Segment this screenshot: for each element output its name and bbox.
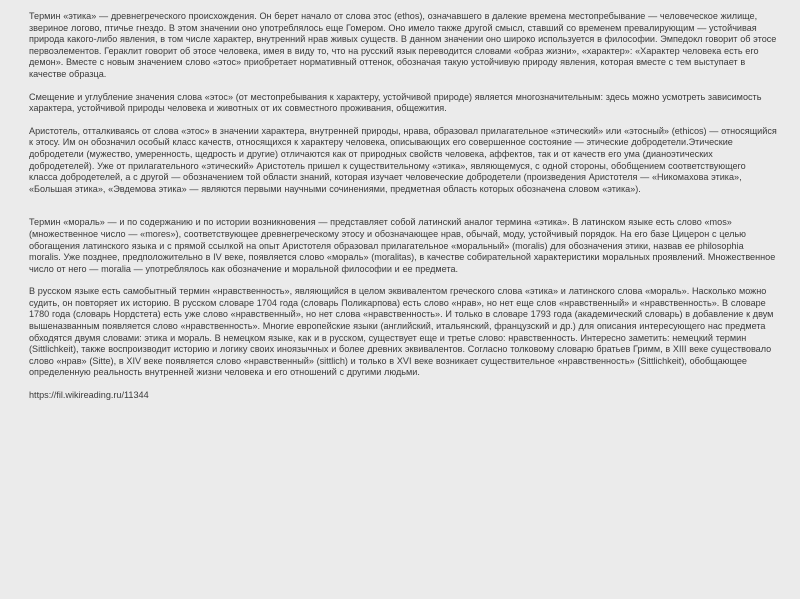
paragraph-nravstvennost: В русском языке есть самобытный термин «нравственность», являющийся в целом эквивалентом греческого слова «этика» и латинского слова «мораль». Насколько можно судить, он повторяет их историю. В русском словаре 1704 года (словарь Поликарпова) есть слово «нрав», но нет еще слов «нравственный» и «нравственность». В словаре 1780 года (словарь Нордстета) есть уже слово «нравственный», но нет слова «нравственность». И только в словаре 1793 года (академический словарь) в добавление к двум вышеназванным появляется слово «нравственность». Многие европейские языки (английский, итальянский, французский и др.) для описания интересующего нас предмета обходятся двумя словами: этика и мораль. В немецком языке, как и в русском, существует еще и третье слово: нравственность. Интересно заметить: немецкий термин (Sittlichkeit), также воспроизводит историю и логику своих иноязычных и более древних эквивалентов. Согласно толковому словарю братьев Гримм, в XIII веке существовало слово «нрав» (Sitte), в XIV веке появляется слово «нравственный» (sittlich) и только в XVI веке возникает существительное «нравственность» (Sittlichkeit), обобщающее определенную реальность внутренней жизни человека и его отношений с другими людьми. [29, 286, 774, 378]
document-body [29, 11, 777, 402]
paragraph-aristotle: Аристотель, отталкиваясь от слова «этос» в значении характера, внутренней природы, нрава, образовал прилагательное «этический» или «этосный» (ethicos) — относящийся к этосу. Им он обозначил особый класс качеств, относящихся к характеру человека, описывающих его совершенное состояние — этические добродетели.Этические добродетели (мужество, умеренность, щедрость и другие) отличаются как от природных свойств человека, аффектов, так и от качеств его ума (дианоэтических добродетелей). Уже от прилагательного «этический» Аристотель пришел к существительному «этика», являющемуся, с одной стороны, обобщением соответствующего класса добродетелей, а с другой — обозначением той области знаний, которая изучает человеческие добродетели (произведения Аристотеля — «Никомахова этика», «Большая этика», «Эвдемова этика» — являются первыми научными сочинениями, предметная область которых обозначена словом «этика»). [29, 125, 777, 194]
paragraph-meaning-shift: Смещение и углубление значения слова «этос» (от местопребывания к характеру, устойчивой природе) является многозначительным: здесь можно усмотреть зависимость характера, устойчивой природы человека и животных от их совместного проживания, общежития. [29, 91, 762, 114]
paragraph-ethics-origin: Термин «этика» — древнегреческого происхождения. Он берет начало от слова этос (ethos), означавшего в далекие времена местопребывание — человеческое жилище, звериное логово, птичье гнездо. В этом значении оно употреблялось еще Гомером. Оно имело также другой смысл, ставший со временем превалирующим — устойчивая природа какого-либо явления, в том числе характер, внутренний нрав живых существ. В данном значении оно широко используется в философии. Эмпедокл говорит об этосе первоэлементов. Гераклит говорит об этосе человека, имея в виду то, что на русский язык переводится словами «образ жизни», «характер»: «Характер человека есть его демон». Вместе с новым значением слово «этос» приобретает нормативный оттенок, обозначая такую устойчивую природу явления, которая вместе с тем выступает в качестве образца. [29, 11, 777, 79]
source-link[interactable]: https://fil.wikireading.ru/11344 [29, 390, 149, 401]
paragraph-morality: Термин «мораль» — и по содержанию и по истории возникновения — представляет собой латинский аналог термина «этика». В латинском языке есть слово «mos» (множественное число — «mores»), соответствующее древнегреческому этосу и обозначающее нрав, обычай, моду, устойчивый порядок. На его базе Цицерон с целью обогащения латинского языка и с прямой ссылкой на опыт Аристотеля образовал прилагательное «моральный» (moralis) для обозначения этики, назвав ее philosophia moralis. Уже позднее, предположительно в IV веке, появляется слово «мораль» (moralitas), в качестве собирательной характеристики моральных проявлений. Множественное число от него — moralia — употреблялось как обозначение и моральной философии и ее предмета. [29, 217, 776, 274]
